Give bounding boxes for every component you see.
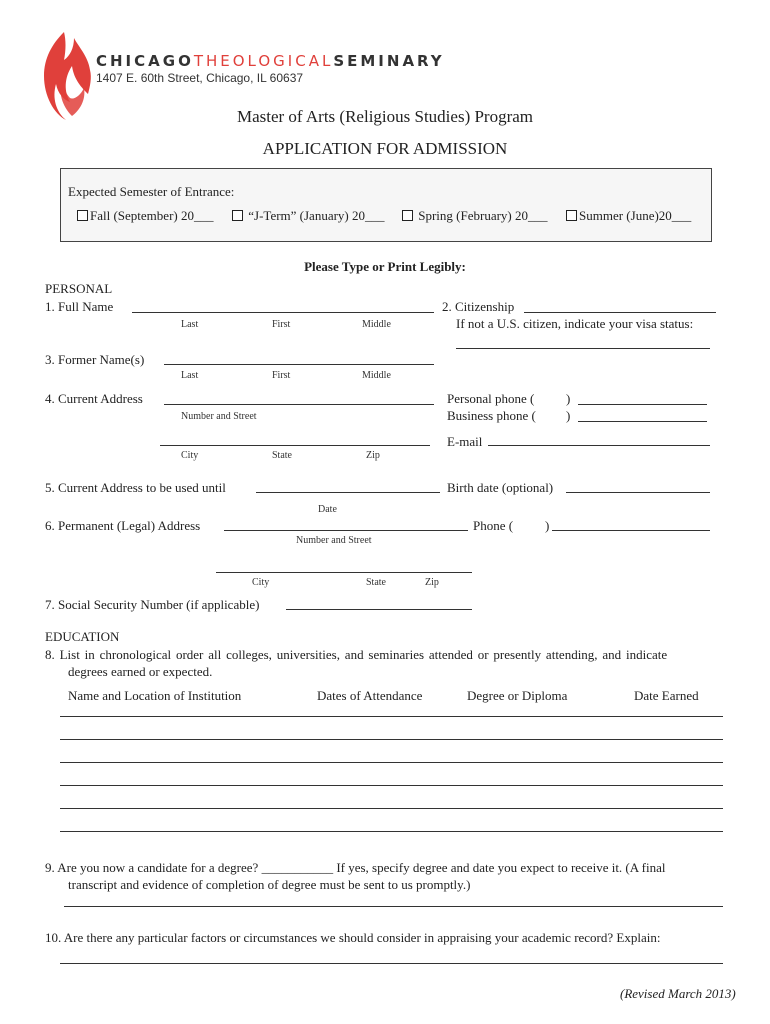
q10-label: 10. Are there any particular factors or circumstances we should consider in appraising your academic record? Explain:: [45, 930, 661, 945]
q9-line2: transcript and evidence of completion of degree must be sent to us promptly.): [68, 877, 471, 892]
semester-fall[interactable]: [77, 208, 213, 224]
personal-phone-field[interactable]: [578, 404, 707, 405]
education-row-3[interactable]: [60, 762, 723, 763]
checkbox-icon[interactable]: [232, 210, 243, 221]
address-until-label: 5. Current Address to be used until: [45, 480, 226, 495]
q9-field[interactable]: [64, 906, 723, 907]
education-row-1[interactable]: [60, 716, 723, 717]
ssn-label: 7. Social Security Number (if applicable): [45, 597, 260, 612]
form-title: APPLICATION FOR ADMISSION: [262, 139, 508, 158]
phone-field[interactable]: [552, 530, 710, 531]
education-row-5[interactable]: [60, 808, 723, 809]
citizenship-field[interactable]: [524, 312, 716, 313]
name-last-caption: Last: [181, 319, 199, 330]
email-field[interactable]: [488, 445, 710, 446]
email-label: E-mail: [447, 434, 483, 449]
date-caption: Date: [318, 504, 337, 515]
org-name: [96, 52, 445, 70]
name-middle-caption: Middle: [362, 319, 391, 330]
address-until-field[interactable]: [256, 492, 440, 493]
checkbox-icon[interactable]: [402, 210, 413, 221]
full-name-label: 1. Full Name: [45, 299, 114, 314]
personal-phone-label: Personal phone (: [447, 391, 535, 406]
revised-note: (Revised March 2013): [620, 986, 736, 1001]
former-first-caption: First: [272, 370, 291, 381]
semester-fall-label: Fall (September) 20___: [90, 208, 214, 223]
semester-box: [60, 168, 712, 242]
education-row-6[interactable]: [60, 831, 723, 832]
q8-line1: 8. List in chronological order all colleges, universities, and seminaries attended or presently attending, and indicate: [45, 647, 668, 662]
business-phone-field[interactable]: [578, 421, 707, 422]
current-zip-caption: Zip: [366, 450, 380, 461]
name-first-caption: First: [272, 319, 291, 330]
personal-phone-paren: ): [566, 391, 571, 406]
program-title: Master of Arts (Religious Studies) Program: [236, 107, 534, 126]
education-row-2[interactable]: [60, 739, 723, 740]
semester-jterm[interactable]: [232, 208, 385, 224]
former-last-caption: Last: [181, 370, 199, 381]
checkbox-icon[interactable]: [77, 210, 88, 221]
phone-label: Phone (: [473, 518, 514, 533]
current-street-caption: Number and Street: [181, 411, 257, 422]
current-city-field[interactable]: [160, 445, 430, 446]
semester-jterm-label: “J-Term” (January) 20___: [248, 208, 385, 223]
permanent-city-field[interactable]: [216, 572, 472, 573]
col-dates: Dates of Attendance: [317, 688, 423, 703]
ssn-field[interactable]: [286, 609, 472, 610]
q9-line1: 9. Are you now a candidate for a degree? ___________ If yes, specify degree and date you expect to receive it. (A final: [45, 860, 666, 875]
full-name-field[interactable]: [132, 312, 434, 313]
org-address: 1407 E. 60th Street, Chicago, IL 60637: [96, 71, 304, 85]
citizenship-label: 2. Citizenship: [442, 299, 515, 314]
semester-summer[interactable]: [566, 208, 691, 224]
birth-date-field[interactable]: [566, 492, 710, 493]
current-address-label: 4. Current Address: [45, 391, 143, 406]
q10-field[interactable]: [60, 963, 723, 964]
semester-spring[interactable]: [402, 208, 548, 224]
permanent-state-caption: State: [366, 577, 386, 588]
business-phone-label: Business phone (: [447, 408, 536, 423]
permanent-address-label: 6. Permanent (Legal) Address: [45, 518, 201, 533]
semester-summer-label: Summer (June)20___: [579, 208, 692, 223]
education-row-4[interactable]: [60, 785, 723, 786]
former-middle-caption: Middle: [362, 370, 391, 381]
phone-paren: ): [545, 518, 550, 533]
org-name-part3: SEMINARY: [333, 52, 445, 70]
current-state-caption: State: [272, 450, 292, 461]
semester-label: Expected Semester of Entrance:: [68, 184, 235, 199]
visa-status-field[interactable]: [456, 348, 710, 349]
permanent-city-caption: City: [252, 577, 270, 588]
instruction: Please Type or Print Legibly:: [304, 259, 466, 274]
visa-note: If not a U.S. citizen, indicate your visa status:: [456, 316, 694, 331]
org-name-part1: CHICAGO: [96, 52, 194, 70]
section-education: EDUCATION: [45, 629, 120, 644]
permanent-street-caption: Number and Street: [296, 535, 372, 546]
semester-spring-label: Spring (February) 20___: [418, 208, 548, 223]
checkbox-icon[interactable]: [566, 210, 577, 221]
section-personal: PERSONAL: [45, 281, 113, 296]
permanent-zip-caption: Zip: [425, 577, 439, 588]
org-name-part2: THEOLOGICAL: [193, 52, 334, 70]
birth-date-label: Birth date (optional): [447, 480, 554, 495]
permanent-address-field[interactable]: [224, 530, 468, 531]
current-city-caption: City: [181, 450, 199, 461]
col-degree: Degree or Diploma: [467, 688, 568, 703]
col-earned: Date Earned: [634, 688, 699, 703]
former-names-label: 3. Former Name(s): [45, 352, 145, 367]
former-names-field[interactable]: [164, 364, 434, 365]
col-institution: Name and Location of Institution: [68, 688, 242, 703]
q8-line2: degrees earned or expected.: [68, 664, 213, 679]
current-address-field[interactable]: [164, 404, 434, 405]
business-phone-paren: ): [566, 408, 571, 423]
